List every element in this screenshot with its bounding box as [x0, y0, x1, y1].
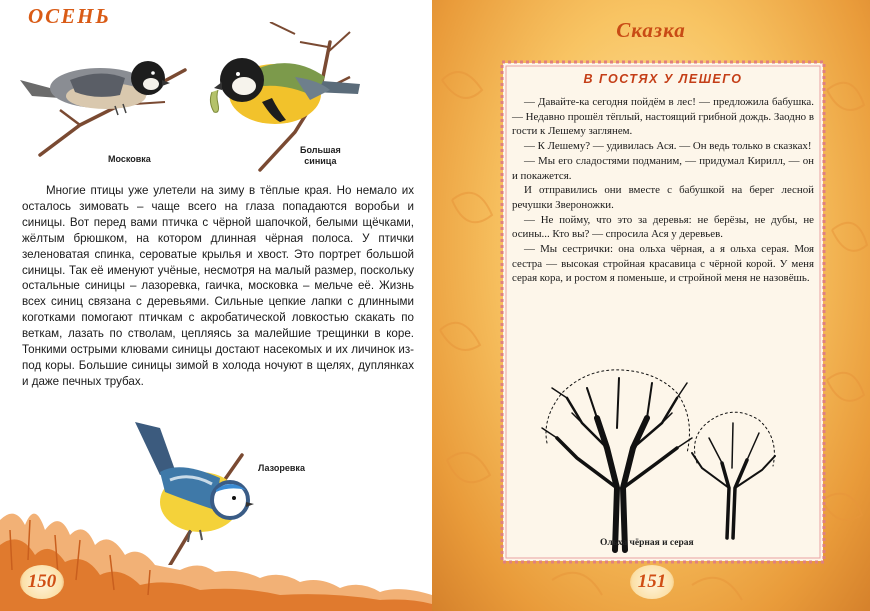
alder-trees-illustration [537, 368, 787, 553]
story-paragraph: — Мы его сладостями подманим, — придумал Кирилл, — он и покажется. [512, 154, 814, 182]
grass-decoration [0, 500, 432, 611]
left-page [0, 0, 432, 611]
tree-caption: Ольха чёрная и серая [600, 538, 694, 548]
story-text [512, 95, 814, 286]
section-title-tale: Сказка [616, 18, 686, 42]
story-paragraph: — Давайте-ка сегодня пойдём в лес! — предложила бабушка. — Недавно прошёл тёплый, настоящий грибной дождь. Заодно в гости к Лешему заглянем. [512, 96, 814, 138]
caption-great-tit-line2: синица [304, 156, 337, 166]
page-number-right: 151 [630, 565, 674, 599]
moskovka-illustration [20, 40, 195, 160]
caption-moskovka: Московка [108, 154, 151, 164]
body-text [22, 183, 414, 390]
caption-great-tit-line1: Большая [300, 145, 341, 155]
story-paragraph: — К Лешему? — удивилась Ася. — Он ведь только в сказках! [524, 140, 812, 153]
story-paragraph: — Не пойму, что это за деревья: не берёзы, не дубы, не осины... Кто вы? — спросила Ася у деревьев. [512, 213, 814, 241]
story-paragraph: — Мы сестрички: она ольха чёрная, а я ольха серая. Моя сестра — высокая стройная красавица с чёрной корой. У меня серая кора, и ростом я поменьше, и стройной меня не назовёшь. [512, 243, 814, 285]
story-title: В ГОСТЯХ У ЛЕШЕГО [583, 72, 743, 86]
caption-lazorevka: Лазоревка [258, 463, 305, 473]
body-paragraph: Многие птицы уже улетели на зиму в тёплые края. Но немало их осталось зимовать – чаще всего на глаза попадаются воробьи и синицы. Вот перед вами птичка с чёрной шапочкой, белыми щёчками, жёлтым брюшком, на котором длинная чёрная полоса. У птички зеленоватая спинка, сероватые крылья и хвост. Это портрет большой синицы. Так её именуют учёные, несмотря на малый размер, поскольку остальные синицы – лазоревка, гаичка, московка – мельче её. Жизнь всех синиц связана с деревьями. Сильные цепкие лапки с длинными коготками помогают птичкам с акробатической ловкостью скакать по веткам, лазать по стволам, цепляясь за малейшие трещинки в коре. Тонкими острыми клювами синицы достают насекомых и их личинок из-под коры. Большие синицы зимой в холода ночуют в щелях, дуплянках и даже печных трубах. [22, 184, 414, 388]
right-page [432, 0, 870, 611]
page-number-left: 150 [20, 565, 64, 599]
caption-great-tit [300, 145, 341, 167]
story-paragraph: И отправились они вместе с бабушкой на берег лесной речушки Звероножки. [512, 184, 814, 211]
section-title-autumn: ОСЕНЬ [28, 4, 111, 28]
